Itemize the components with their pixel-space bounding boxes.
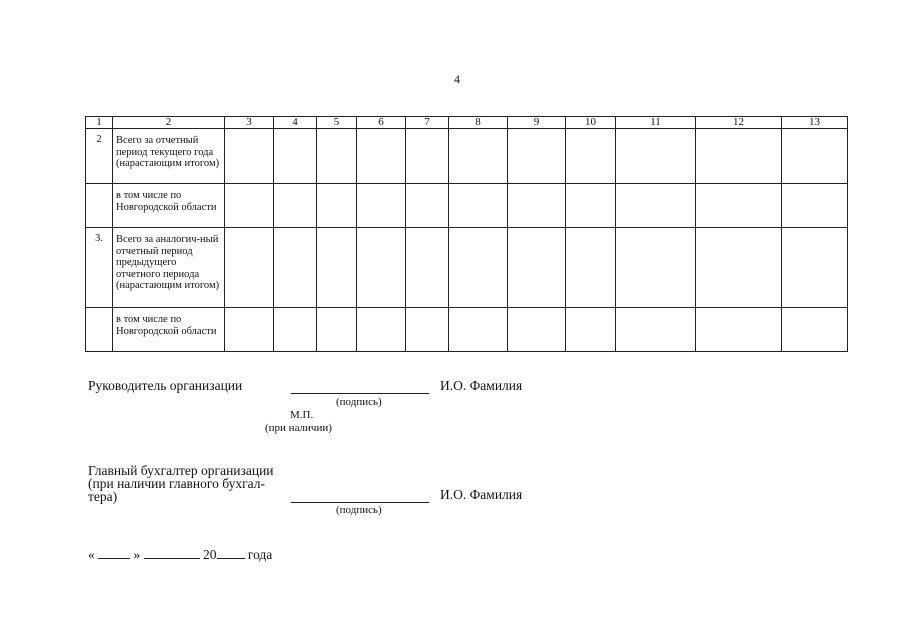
empty-cell	[616, 184, 696, 228]
table-row	[86, 129, 848, 184]
column-header: 1	[86, 117, 113, 129]
empty-cell	[317, 129, 357, 184]
report-table	[85, 116, 848, 352]
head-signature-caption: (подпись)	[336, 396, 382, 408]
accountant-title-line1: Главный бухгалтер организации	[88, 463, 274, 478]
row-number	[86, 308, 113, 352]
empty-cell	[449, 129, 508, 184]
empty-cell	[357, 129, 406, 184]
empty-cell	[508, 228, 566, 308]
accountant-signature-caption: (подпись)	[336, 504, 382, 516]
table-header-row	[86, 117, 848, 129]
year-suffix: года	[247, 547, 273, 562]
empty-cell	[696, 228, 782, 308]
empty-cell	[357, 308, 406, 352]
empty-cell	[274, 184, 317, 228]
empty-cell	[566, 184, 616, 228]
empty-cell	[616, 308, 696, 352]
close-quote: »	[133, 547, 141, 562]
empty-cell	[317, 228, 357, 308]
table-row	[86, 308, 848, 352]
empty-cell	[566, 228, 616, 308]
column-header: 2	[113, 117, 225, 129]
empty-cell	[566, 308, 616, 352]
year-blank[interactable]	[217, 546, 245, 559]
empty-cell	[508, 308, 566, 352]
empty-cell	[566, 129, 616, 184]
empty-cell	[696, 184, 782, 228]
month-blank[interactable]	[144, 546, 200, 559]
empty-cell	[449, 228, 508, 308]
empty-cell	[508, 129, 566, 184]
day-blank[interactable]	[98, 546, 130, 559]
column-header: 10	[566, 117, 616, 129]
column-header: 5	[317, 117, 357, 129]
table-row	[86, 184, 848, 228]
open-quote: «	[88, 547, 95, 562]
empty-cell	[317, 308, 357, 352]
empty-cell	[696, 129, 782, 184]
column-header: 12	[696, 117, 782, 129]
empty-cell	[782, 184, 848, 228]
empty-cell	[406, 228, 449, 308]
empty-cell	[274, 129, 317, 184]
empty-cell	[225, 228, 274, 308]
empty-cell	[357, 228, 406, 308]
column-header: 4	[274, 117, 317, 129]
row-description: Всего за отчетный период текущего года (нарастающим итогом)	[113, 129, 225, 184]
empty-cell	[449, 184, 508, 228]
empty-cell	[225, 308, 274, 352]
column-header: 9	[508, 117, 566, 129]
column-header: 8	[449, 117, 508, 129]
accountant-title-line3: тера)	[88, 489, 118, 504]
empty-cell	[274, 228, 317, 308]
empty-cell	[406, 184, 449, 228]
column-header: 13	[782, 117, 848, 129]
empty-cell	[508, 184, 566, 228]
column-header: 11	[616, 117, 696, 129]
row-number: 2	[86, 129, 113, 184]
empty-cell	[317, 184, 357, 228]
empty-cell	[406, 308, 449, 352]
head-title: Руководитель организации	[88, 378, 243, 393]
empty-cell	[696, 308, 782, 352]
stamp-label: М.П.	[290, 409, 314, 421]
row-number: 3.	[86, 228, 113, 308]
row-description: Всего за аналогич-ный отчетный период предыдущего отчетного периода (нарастающим итогом)	[113, 228, 225, 308]
empty-cell	[616, 228, 696, 308]
date-line	[88, 546, 272, 563]
row-number	[86, 184, 113, 228]
row-description: в том числе по Новгородской области	[113, 184, 225, 228]
accountant-signature-line[interactable]	[291, 489, 429, 503]
empty-cell	[357, 184, 406, 228]
table-row	[86, 228, 848, 308]
empty-cell	[782, 228, 848, 308]
head-signature-line[interactable]	[291, 380, 429, 394]
page-number: 4	[454, 72, 460, 86]
empty-cell	[225, 129, 274, 184]
empty-cell	[782, 308, 848, 352]
empty-cell	[782, 129, 848, 184]
head-name: И.О. Фамилия	[440, 378, 523, 393]
year-prefix: 20	[203, 547, 217, 562]
empty-cell	[274, 308, 317, 352]
empty-cell	[225, 184, 274, 228]
accountant-name: И.О. Фамилия	[440, 487, 523, 502]
empty-cell	[449, 308, 508, 352]
column-header: 6	[357, 117, 406, 129]
column-header: 3	[225, 117, 274, 129]
column-header: 7	[406, 117, 449, 129]
accountant-title-line2: (при наличии главного бухгал-	[88, 476, 265, 491]
row-description: в том числе по Новгородской области	[113, 308, 225, 352]
empty-cell	[616, 129, 696, 184]
empty-cell	[406, 129, 449, 184]
stamp-note: (при наличии)	[265, 422, 332, 434]
